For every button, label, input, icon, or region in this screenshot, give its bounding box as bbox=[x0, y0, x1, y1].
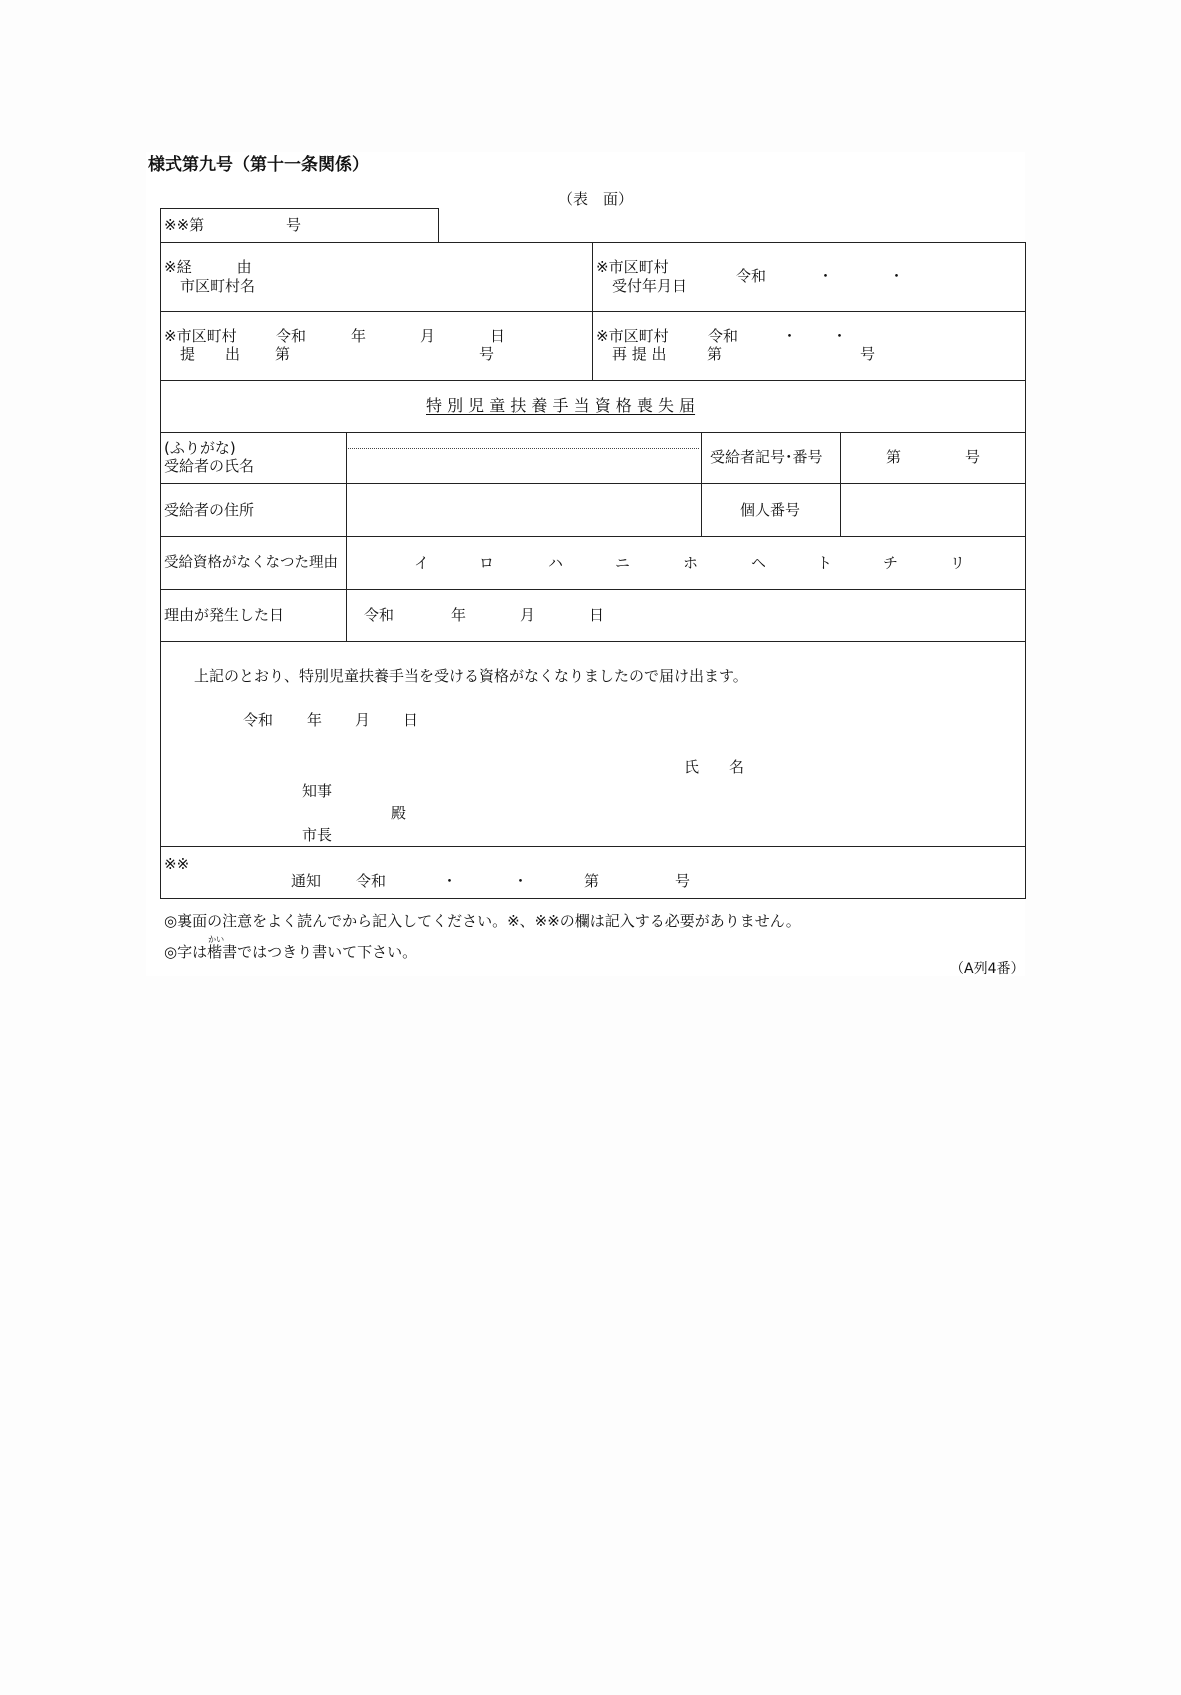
personal-number-label: 個人番号 bbox=[740, 501, 801, 519]
occurrence-era: 令和 bbox=[364, 606, 395, 624]
declaration-year: 年 bbox=[307, 711, 323, 729]
footnote-2-kanji: 楷 bbox=[207, 943, 223, 961]
reason-option-ni: ニ bbox=[615, 554, 631, 572]
resubmit-era: 令和 bbox=[708, 327, 739, 345]
row-divider bbox=[160, 536, 1026, 537]
submit-era: 令和 bbox=[276, 327, 307, 345]
row-divider bbox=[160, 846, 1026, 847]
declaration-month: 月 bbox=[355, 711, 371, 729]
top-number-suffix: 号 bbox=[286, 216, 302, 234]
receipt-sep2: ・ bbox=[889, 267, 905, 285]
row-divider bbox=[160, 311, 1026, 312]
receipt-label-line2: 受付年月日 bbox=[612, 277, 688, 295]
reason-option-to: ト bbox=[817, 554, 833, 572]
row-divider bbox=[160, 589, 1026, 590]
notice-sep2: ・ bbox=[513, 872, 529, 890]
reason-option-ho: ホ bbox=[683, 554, 699, 572]
via-label-line1: ※経 由 bbox=[164, 258, 252, 276]
footnote-2-kanji-with-ruby bbox=[207, 935, 225, 961]
footnote-1: ◎裏面の注意をよく読んでから記入してください。※、※※の欄は記入する必要がありません。 bbox=[164, 912, 801, 930]
resubmit-label-line1: ※市区町村 bbox=[596, 327, 669, 345]
governor-label: 知事 bbox=[302, 782, 333, 800]
declaration-text: 上記のとおり、特別児童扶養手当を受ける資格がなくなりましたので届け出ます。 bbox=[194, 667, 748, 685]
resubmit-go: 号 bbox=[860, 345, 876, 363]
resubmit-sep2: ・ bbox=[832, 327, 848, 345]
resubmit-dai: 第 bbox=[707, 345, 723, 363]
declaration-day: 日 bbox=[403, 711, 419, 729]
notice-label: 通知 bbox=[291, 872, 322, 890]
reason-option-ri: リ bbox=[950, 554, 966, 572]
column-divider bbox=[592, 242, 593, 380]
submit-day: 日 bbox=[490, 327, 506, 345]
footnote-2-suffix: 書ではつきり書いて下さい。 bbox=[222, 943, 418, 961]
reason-option-ha: ハ bbox=[548, 554, 564, 572]
footnote-2 bbox=[164, 935, 418, 961]
occurrence-month: 月 bbox=[520, 606, 536, 624]
submit-dai: 第 bbox=[275, 345, 291, 363]
submit-label-line1: ※市区町村 bbox=[164, 327, 237, 345]
form-title: 様式第九号（第十一条関係） bbox=[148, 155, 369, 175]
column-divider bbox=[346, 432, 347, 641]
submit-go: 号 bbox=[479, 345, 495, 363]
row-divider bbox=[160, 432, 1026, 433]
declaration-era: 令和 bbox=[243, 711, 274, 729]
receipt-sep1: ・ bbox=[818, 267, 834, 285]
applicant-name-label: 氏 名 bbox=[684, 758, 745, 776]
recipient-address-label: 受給者の住所 bbox=[164, 501, 255, 519]
document-title: 特 別 児 童 扶 養 手 当 資 格 喪 失 届 bbox=[426, 396, 696, 415]
notice-dai: 第 bbox=[584, 872, 600, 890]
furigana-label: (ふりがな) bbox=[164, 439, 236, 457]
honorific-label: 殿 bbox=[391, 804, 407, 822]
row-divider bbox=[160, 483, 1026, 484]
receipt-era: 令和 bbox=[736, 267, 767, 285]
reason-option-he: ヘ bbox=[751, 554, 767, 572]
furigana-dotted-line bbox=[348, 448, 699, 449]
row-divider bbox=[160, 380, 1026, 381]
notice-era: 令和 bbox=[356, 872, 387, 890]
occurrence-year: 年 bbox=[451, 606, 467, 624]
submit-month: 月 bbox=[420, 327, 436, 345]
certificate-go: 号 bbox=[965, 448, 981, 466]
reason-option-i: イ bbox=[414, 554, 430, 572]
resubmit-label-line2: 再 提 出 bbox=[612, 345, 667, 363]
reason-option-chi: チ bbox=[883, 554, 899, 572]
notice-go: 号 bbox=[675, 872, 691, 890]
occurrence-date-label: 理由が発生した日 bbox=[164, 606, 285, 624]
paper-size-label: （A列4番） bbox=[950, 961, 1025, 977]
resubmit-sep1: ・ bbox=[782, 327, 798, 345]
certificate-number-label: 受給者記号･番号 bbox=[710, 448, 823, 466]
row-divider bbox=[160, 641, 1026, 642]
top-number-prefix: ※※第 bbox=[164, 216, 205, 234]
column-divider bbox=[701, 432, 702, 536]
footnote-2-prefix: ◎字は bbox=[164, 943, 208, 961]
submit-label-line2: 提 出 bbox=[180, 345, 241, 363]
notice-mark: ※※ bbox=[164, 855, 190, 873]
column-divider bbox=[840, 432, 841, 536]
receipt-label-line1: ※市区町村 bbox=[596, 258, 669, 276]
recipient-name-label: 受給者の氏名 bbox=[164, 457, 255, 475]
certificate-dai: 第 bbox=[886, 448, 902, 466]
side-label: （表 面） bbox=[558, 190, 634, 208]
reason-option-ro: ロ bbox=[479, 554, 495, 572]
footnote-2-ruby: かい bbox=[208, 935, 225, 944]
reason-label: 受給資格がなくなつた理由 bbox=[164, 555, 338, 571]
notice-sep1: ・ bbox=[442, 872, 458, 890]
mayor-label: 市長 bbox=[302, 826, 333, 844]
submit-year: 年 bbox=[351, 327, 367, 345]
occurrence-day: 日 bbox=[589, 606, 605, 624]
via-label-line2: 市区町村名 bbox=[180, 277, 256, 295]
